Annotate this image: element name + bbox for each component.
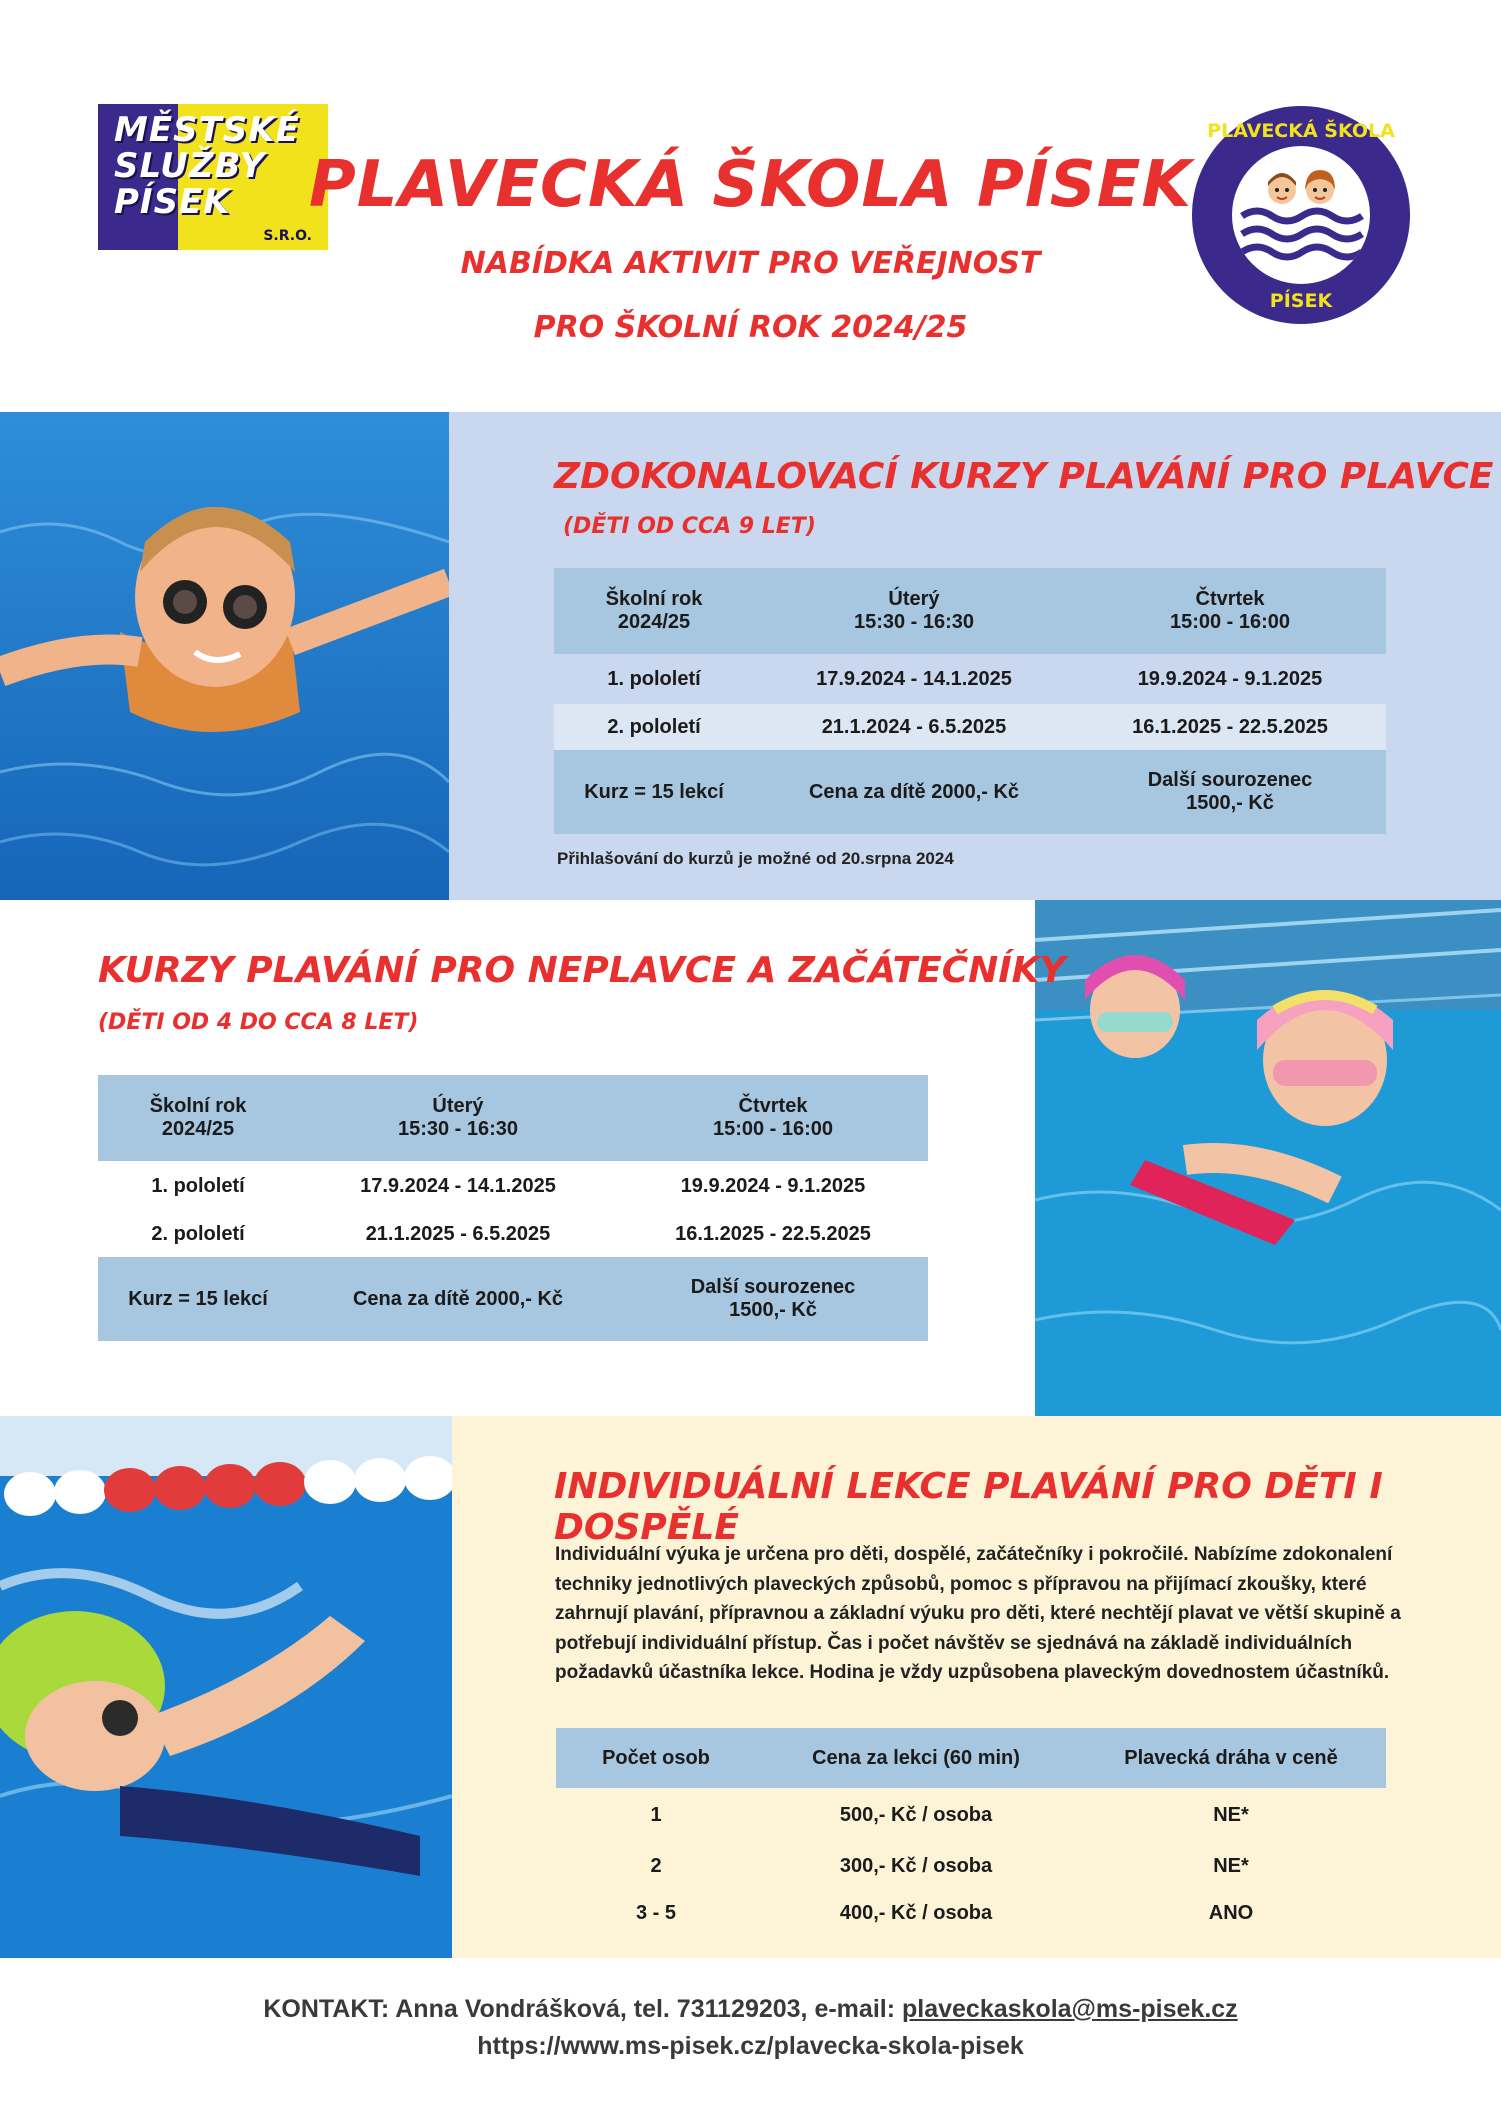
table-header-cell: Úterý 15:30 - 16:30 bbox=[298, 1075, 618, 1161]
contact-line bbox=[0, 1995, 1501, 2024]
contact-prefix: KONTAKT: Anna Vondrášková, tel. 731129203, e-mail: bbox=[263, 1995, 902, 2023]
table-cell: NE* bbox=[1213, 1854, 1249, 1877]
table-footer-row bbox=[98, 1257, 928, 1341]
table-cell: 2. pololetí bbox=[151, 1222, 245, 1245]
table-cell: 2 bbox=[650, 1854, 662, 1877]
table-cell: 16.1.2025 - 22.5.2025 bbox=[675, 1222, 871, 1245]
table-cell: 2. pololetí bbox=[554, 704, 754, 750]
table-header-cell: Školní rok 2024/25 bbox=[98, 1075, 298, 1161]
table-footer-row bbox=[554, 750, 1386, 834]
kids-waves-icon bbox=[1232, 146, 1370, 284]
table-cell: 19.9.2024 - 9.1.2025 bbox=[680, 1174, 866, 1197]
table-header-cell: Úterý 15:30 - 16:30 bbox=[754, 568, 1074, 654]
table-cell: 500,- Kč / osoba bbox=[839, 1803, 993, 1826]
table-cell: 300,- Kč / osoba bbox=[839, 1854, 993, 1877]
registration-note: Přihlašování do kurzů je možné od 20.srpna 2024 bbox=[557, 849, 954, 868]
contact-email-link[interactable]: plaveckaskola@ms-pisek.cz bbox=[901, 1995, 1238, 2023]
page-subtitle-2: PRO ŠKOLNÍ ROK 2024/25 bbox=[533, 310, 968, 345]
girl-freestyle-swimming-photo bbox=[0, 1416, 452, 1958]
individual-description: Individuální výuka je určena pro děti, dospělé, začátečníky i pokročilé. Nabízíme zdokonalení techniky jednotlivých plaveckých způsobů, pomoc s přípravou na přijímací zkoušky, které zahrnují plavání, přípravnou a základní výuku pro děti, které nechtějí plavat ve větší skupině a potřebují individuální přístup. Čas i počet návštěv se sjednává na základě individuálních požadavků účastníka lekce. Hodina je vždy uzpůsobena plaveckým dovednostem účastníků. bbox=[555, 1544, 1401, 1683]
table-row bbox=[98, 1211, 928, 1257]
table-header-cell: Školní rok 2024/25 bbox=[554, 568, 754, 654]
table-cell: 21.1.2024 - 6.5.2025 bbox=[754, 704, 1074, 750]
table-cell: Kurz = 15 lekcí bbox=[98, 1257, 298, 1341]
table-cell: Kurz = 15 lekcí bbox=[554, 750, 754, 834]
table-row bbox=[554, 704, 1386, 750]
section-advanced-title: ZDOKONALOVACÍ KURZY PLAVÁNÍ PRO PLAVCE bbox=[554, 456, 1494, 497]
kids-with-kickboards-photo bbox=[1035, 900, 1501, 1416]
table-header-cell: Čtvrtek 15:00 - 16:00 bbox=[618, 1075, 928, 1161]
table-cell: 17.9.2024 - 14.1.2025 bbox=[754, 654, 1074, 704]
table-cell: 16.1.2025 - 22.5.2025 bbox=[1074, 704, 1386, 750]
table-cell: NE* bbox=[1213, 1803, 1249, 1826]
table-header-cell: Čtvrtek 15:00 - 16:00 bbox=[1074, 568, 1386, 654]
table-cell: 1. pololetí bbox=[554, 654, 754, 704]
table-row bbox=[556, 1788, 1386, 1842]
table-cell: 19.9.2024 - 9.1.2025 bbox=[1074, 654, 1386, 704]
table-cell: 1 bbox=[650, 1803, 662, 1826]
advanced-schedule-table bbox=[554, 568, 1386, 834]
table-row bbox=[556, 1890, 1386, 1936]
logo-line-1: MĚSTSKÉ bbox=[114, 110, 300, 150]
table-header-cell: Plavecká dráha v ceně bbox=[1076, 1728, 1386, 1788]
beginners-schedule-table bbox=[98, 1075, 928, 1341]
section-individual-title: INDIVIDUÁLNÍ LEKCE PLAVÁNÍ PRO DĚTI I DOSPĚLÉ bbox=[554, 1466, 1383, 1548]
table-cell: 400,- Kč / osoba bbox=[839, 1901, 993, 1924]
table-cell: Cena za dítě 2000,- Kč bbox=[298, 1257, 618, 1341]
section-beginners-title: KURZY PLAVÁNÍ PRO NEPLAVCE A ZAČÁTEČNÍKY bbox=[98, 950, 1066, 991]
table-cell: 3 - 5 bbox=[635, 1901, 677, 1924]
table-cell: Další sourozenec 1500,- Kč bbox=[1074, 750, 1386, 834]
table-row bbox=[556, 1842, 1386, 1890]
table-cell: 21.1.2025 - 6.5.2025 bbox=[365, 1222, 551, 1245]
website-link[interactable]: https://www.ms-pisek.cz/plavecka-skola-pisek bbox=[477, 2032, 1024, 2060]
table-header-row bbox=[98, 1075, 928, 1161]
logo-line-2: SLUŽBY bbox=[114, 146, 266, 186]
table-header-row bbox=[554, 568, 1386, 654]
logo-sro: S.R.O. bbox=[263, 228, 312, 244]
section-beginners-subtitle: (DĚTI OD 4 DO CCA 8 LET) bbox=[98, 1010, 419, 1035]
table-cell: Cena za dítě 2000,- Kč bbox=[754, 750, 1074, 834]
section-advanced-subtitle: (DĚTI OD CCA 9 LET) bbox=[563, 514, 816, 539]
page-subtitle-1: NABÍDKA AKTIVIT PRO VEŘEJNOST bbox=[460, 246, 1041, 281]
table-header-cell: Počet osob bbox=[556, 1728, 756, 1788]
plavecka-skola-logo bbox=[1192, 106, 1410, 324]
page-title: PLAVECKÁ ŠKOLA PÍSEK bbox=[308, 148, 1193, 222]
table-cell: Další sourozenec 1500,- Kč bbox=[618, 1257, 928, 1341]
table-header-cell: Cena za lekci (60 min) bbox=[756, 1728, 1076, 1788]
table-cell: 17.9.2024 - 14.1.2025 bbox=[360, 1174, 556, 1197]
logo-ps-top-text: PLAVECKÁ ŠKOLA bbox=[1207, 120, 1395, 142]
individual-price-table bbox=[556, 1728, 1386, 1936]
table-row bbox=[98, 1161, 928, 1211]
table-cell: 1. pololetí bbox=[151, 1174, 245, 1197]
logo-ps-bottom-text: PÍSEK bbox=[1269, 290, 1333, 312]
logo-line-3: PÍSEK bbox=[114, 182, 231, 222]
table-row bbox=[554, 654, 1386, 704]
table-header-row bbox=[556, 1728, 1386, 1788]
table-cell: ANO bbox=[1208, 1901, 1254, 1924]
girl-swimming-underwater-photo bbox=[0, 412, 449, 900]
